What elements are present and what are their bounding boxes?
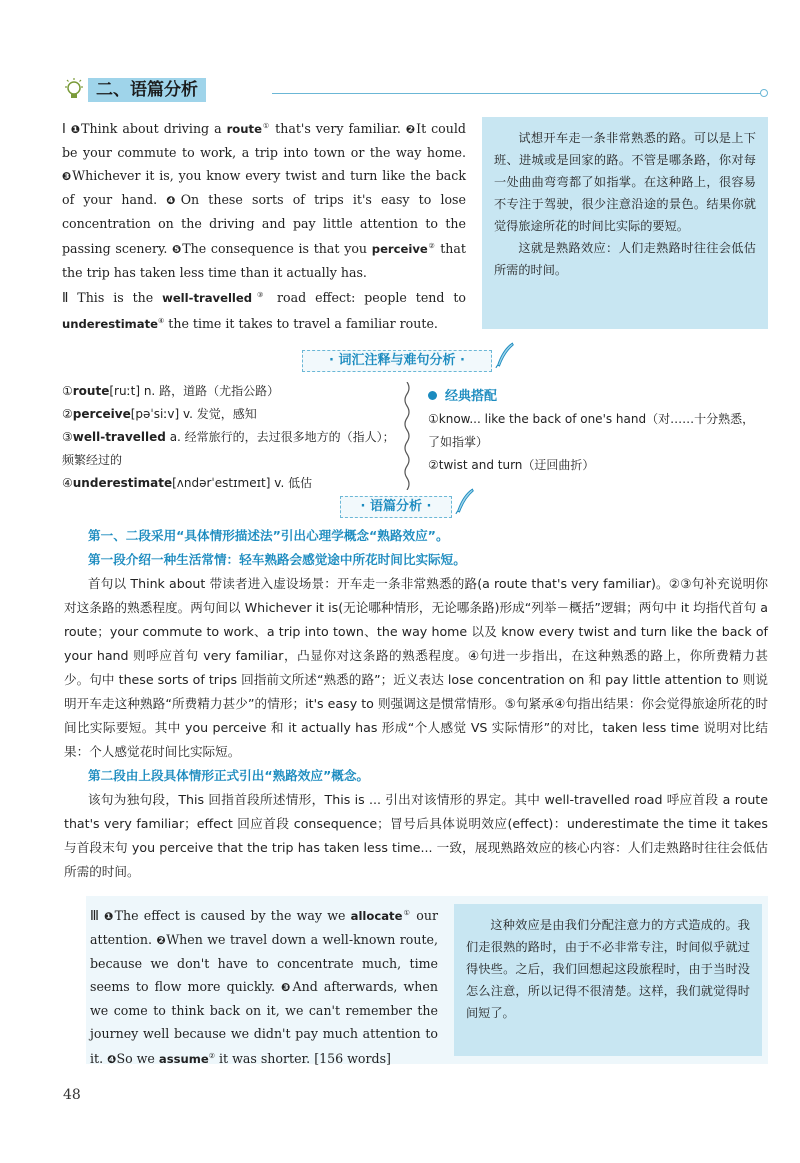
header-rule: [272, 93, 762, 94]
section-header: [62, 76, 762, 104]
keyword-well-travelled: well-travelled: [162, 291, 253, 306]
analysis-paragraph-1: 首句以 Think about 带读者进入虚设场景：开车走一条非常熟悉的路(a route that's very familiar)。②③句补充说明你对这条路的熟悉程度。两句间以 Whichever it is(无论哪种情形，无论哪条路)形成“列举－概括”逻辑；两句中 it 均指代首句 a route；your commute to work、a trip into town、the way home 以及 know every twist and turn like the back of your hand 则呼应首句 very familiar，凸显你对这条路的熟悉程度。④句进一步指出，在这种熟悉的路上，你所费精力甚少。句中 these sorts of trips 回指前文所述“熟悉的路”；近义表达 lose concentration on 和 pay little attention to 则说明开车走这种熟路“所费精力甚少”的情形；it's easy to 则强调这是惯常情形。⑤句紧承④句指出结果：你会觉得旅途所花的时间比实际要短。其中 you perceive 和 it actually has 形成“个人感觉 VS 实际情形”的对比，taken less time 说明对比结果：个人感觉花时间比实际短。: [64, 576, 768, 759]
vocab-item: ③well-travelled a. 经常旅行的，去过很多地方的（指人）；频繁经过的: [62, 430, 395, 467]
analysis-text: [64, 524, 768, 884]
collocation-item: ②twist and turn（迂回曲折）: [428, 458, 595, 472]
vocab-item: ②perceive[pəˈsiːv] v. 发觉，感知: [62, 407, 257, 421]
analysis-section-label: · 语篇分析 ·: [340, 496, 452, 518]
analysis-heading-2: 第一段介绍一种生活常情：轻车熟路会感觉途中所花时间比实际短。: [88, 552, 466, 567]
vocab-item: ④underestimate[ʌndərˈestɪmeɪt] v. 低估: [62, 476, 313, 490]
vocab-item: ①route[ruːt] n. 路，道路（尤指公路）: [62, 384, 280, 398]
translation-box-1: [482, 117, 768, 329]
translation-box-3: [454, 904, 762, 1056]
page-title: 二、语篇分析: [88, 78, 206, 102]
paragraph-1: Ⅰ ❶Think about driving a route① that's very familiar. ❷It could be your commute to work, a trip into town or the way home. ❸Whichever it is, you know every twist and turn like the back of your hand. ❹On these sorts of trips it's easy to lose concentration on the driving and pay little attention to the passing scenery. ❺The consequence is that you perceive② that the trip has taken less time than it actually has.: [62, 121, 466, 281]
roman-numeral-2: Ⅱ: [62, 291, 74, 307]
quill-pen-icon: [494, 340, 516, 370]
roman-numeral-3: Ⅲ: [90, 909, 101, 925]
word-count: [156 words]: [314, 1051, 391, 1067]
page-number: 48: [63, 1087, 81, 1103]
quill-pen-icon: [454, 486, 476, 516]
lightbulb-icon: [62, 76, 88, 104]
analysis-paragraph-2: 该句为独句段，This 回指首段所述情形，This is ... 引出对该情形的界定。其中 well-travelled road 呼应首段 a route that's very familiar；effect 回应首段 consequence；冒号后具体说明效应(effect)：underestimate the time it takes 与首段末句 you perceive that the trip has taken less time... 一致，展现熟路效应的核心内容：人们走熟路时往往会低估所需的时间。: [64, 792, 768, 879]
bullet-dot-icon: [428, 391, 437, 400]
analysis-heading-1: 第一、二段采用“具体情形描述法”引出心理学概念“熟路效应”。: [88, 528, 449, 543]
paragraph-2: Ⅱ This is the well-travelled③ road effect: people tend to underestimate④ the time it takes to travel a familiar route.: [62, 290, 466, 332]
keyword-underestimate: underestimate: [62, 317, 158, 332]
divider-zigzag: [402, 382, 412, 490]
header-rule-end: [760, 89, 768, 97]
translation-1-p1: 试想开车走一条非常熟悉的路。可以是上下班、进城或是回家的路。不管是哪条路，你对每一处曲曲弯弯都了如指掌。在这种路上，很容易不专注于驾驶，很少注意沿途的景色。结果你就觉得旅途所花的时间比实际的要短。: [494, 131, 756, 233]
keyword-route: route: [226, 122, 262, 137]
vocab-section-label: · 词汇注释与难句分析 ·: [302, 350, 492, 372]
paragraph-3: Ⅲ ❶The effect is caused by the way we allocate① our attention. ❷When we travel down a well-known route, because we don't have to concentrate much, time seems to flow more quickly. ❸And afterwards, when we come to think back on it, we can't remember the journey well because we didn't pay much attention to it. ❹So we assume② it was shorter. [156 words]: [90, 908, 439, 1067]
translation-3-p1: 这种效应是由我们分配注意力的方式造成的。我们走很熟的路时，由于不必非常专注，时间似乎就过得快些。之后，我们回想起这段旅程时，由于当时没怎么注意，所以记得不很清楚。这样，我们就觉得时间短了。: [466, 918, 750, 1020]
analysis-heading-3: 第二段由上段具体情形正式引出“熟路效应”概念。: [88, 768, 370, 783]
collocation-list: [428, 408, 766, 477]
roman-numeral-1: Ⅰ: [62, 122, 67, 138]
collocation-item: ①know... like the back of one's hand（对……十分熟悉，了如指掌）: [428, 412, 755, 449]
translation-1-p2: 这就是熟路效应：人们走熟路时往往会低估所需的时间。: [494, 241, 756, 277]
keyword-assume: assume: [158, 1052, 209, 1067]
keyword-allocate: allocate: [350, 909, 403, 924]
vocab-list: [62, 380, 400, 495]
collocation-title: 经典搭配: [428, 385, 497, 404]
keyword-perceive: perceive: [371, 242, 428, 257]
